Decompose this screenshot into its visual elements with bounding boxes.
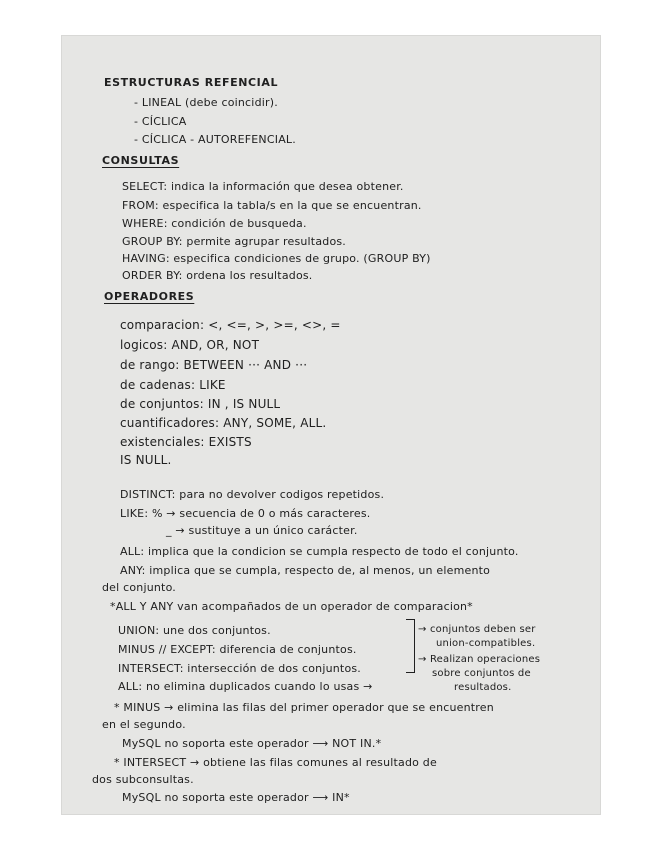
mysql-note: MySQL no soporta este operador ⟶ NOT IN.* bbox=[122, 737, 382, 750]
select-line: SELECT: indica la información que desea obtener. bbox=[122, 180, 404, 193]
order-by-line: ORDER BY: ordena los resultados. bbox=[122, 269, 313, 282]
from-line: FROM: especifica la tabla/s en la que se encuentran. bbox=[122, 199, 422, 212]
star-note: *ALL Y ANY van acompañados de un operador de comparacion* bbox=[110, 600, 473, 613]
structure-item: - CÍCLICA - AUTOREFENCIAL. bbox=[134, 133, 296, 146]
structure-item: - LINEAL (debe coincidir). bbox=[134, 96, 278, 109]
logicos-line: logicos: AND, OR, NOT bbox=[120, 338, 260, 352]
consultas-title: CONSULTAS bbox=[102, 154, 180, 167]
cuantificadores-line: cuantificadores: ANY, SOME, ALL. bbox=[120, 416, 327, 430]
like-line-2: _ → sustituye a un único carácter. bbox=[166, 524, 358, 537]
existenciales-line: existenciales: EXISTS bbox=[120, 435, 252, 449]
notebook-page bbox=[62, 36, 600, 814]
bracket bbox=[406, 619, 415, 673]
any-line: ANY: implica que se cumpla, respecto de, al menos, un elemento bbox=[120, 564, 491, 577]
side-note: → conjuntos deben ser bbox=[418, 624, 536, 635]
side-note: union-compatibles. bbox=[436, 638, 536, 649]
bleed-through-text bbox=[414, 55, 586, 758]
like-line: LIKE: % → secuencia de 0 o más caracteres. bbox=[120, 507, 371, 520]
minus-line: MINUS // EXCEPT: diferencia de conjuntos. bbox=[118, 643, 357, 656]
side-note: sobre conjuntos de bbox=[432, 668, 531, 679]
having-line: HAVING: especifica condiciones de grupo. (GROUP BY) bbox=[122, 252, 431, 265]
distinct-line: DISTINCT: para no devolver codigos repetidos. bbox=[120, 488, 385, 501]
side-note: resultados. bbox=[454, 682, 512, 693]
side-note: → Realizan operaciones bbox=[418, 654, 541, 665]
is-null-line: IS NULL. bbox=[120, 453, 172, 467]
rango-line: de rango: BETWEEN ··· AND ··· bbox=[120, 358, 308, 372]
minus-note: * MINUS → elimina las filas del primer operador que se encuentren bbox=[114, 701, 494, 714]
operadores-title: OPERADORES bbox=[104, 290, 195, 303]
intersect-note-2: dos subconsultas. bbox=[92, 773, 194, 786]
structures-title: ESTRUCTURAS REFENCIAL bbox=[104, 76, 279, 89]
where-line: WHERE: condición de busqueda. bbox=[122, 217, 307, 230]
intersect-note: * INTERSECT → obtiene las filas comunes al resultado de bbox=[114, 756, 437, 769]
mysql-note-2: MySQL no soporta este operador ⟶ IN* bbox=[122, 791, 350, 804]
all-union-line: ALL: no elimina duplicados cuando lo usas → bbox=[118, 680, 373, 693]
union-line: UNION: une dos conjuntos. bbox=[118, 624, 271, 637]
comparacion-line: comparacion: <, <=, >, >=, <>, = bbox=[120, 318, 341, 332]
intersect-line: INTERSECT: intersección de dos conjuntos. bbox=[118, 662, 361, 675]
conjuntos-line: de conjuntos: IN , IS NULL bbox=[120, 397, 281, 411]
all-line: ALL: implica que la condicion se cumpla respecto de todo el conjunto. bbox=[120, 545, 519, 558]
minus-note-2: en el segundo. bbox=[102, 718, 186, 731]
any-line-2: del conjunto. bbox=[102, 581, 176, 594]
cadenas-line: de cadenas: LIKE bbox=[120, 378, 226, 392]
group-by-line: GROUP BY: permite agrupar resultados. bbox=[122, 235, 346, 248]
structure-item: - CÍCLICA bbox=[134, 115, 187, 128]
